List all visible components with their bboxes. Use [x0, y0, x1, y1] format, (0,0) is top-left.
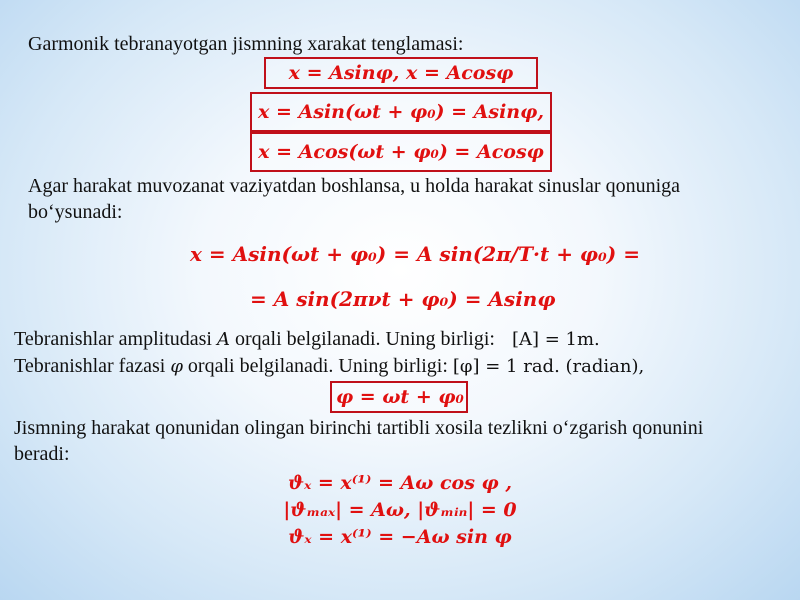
phase-line [14, 354, 644, 379]
paragraph-2-line-2: beradi: [14, 443, 70, 465]
paragraph-2-line-1: Jismning harakat qonunidan olingan birinchi tartibli xosila tezlikni o‘zgarish qonunini [14, 417, 704, 439]
amplitude-symbol: A [217, 329, 230, 350]
amplitude-unit: [A] = 1m. [511, 329, 600, 350]
phase-symbol: φ [170, 356, 183, 377]
equation-cos: x = Acos(ωt + φ₀) = Acosφ [250, 132, 552, 172]
equation-basic: x = Asinφ, x = Acosφ [264, 57, 538, 89]
amplitude-text: Tebranishlar amplitudasi [14, 328, 212, 350]
amplitude-line [14, 327, 600, 352]
amplitude-mid: orqali belgilanadi. Uning birligi: [235, 328, 495, 350]
equation-long-2: = A sin(2πνt + φ₀) = Asinφ [250, 287, 556, 311]
phase-mid: orqali belgilanadi. Uning birligi: [187, 355, 448, 377]
equation-velocity-3: ϑₓ = x⁽¹⁾ = −Aω sin φ [288, 526, 512, 548]
equation-long-1: x = Asin(ωt + φ₀) = A sin(2π/T·t + φ₀) = [190, 242, 640, 266]
paragraph-1-line-1: Agar harakat muvozanat vaziyatdan boshlansa, u holda harakat sinuslar qonuniga [28, 175, 681, 197]
paragraph-1-line-2: bo‘ysunadi: [28, 201, 123, 223]
equation-sin: x = Asin(ωt + φ₀) = Asinφ, [250, 92, 552, 132]
equation-velocity-1: ϑₓ = x⁽¹⁾ = Aω cos φ , [288, 472, 512, 494]
intro-text: Garmonik tebranayotgan jismning xarakat tenglamasi: [28, 33, 464, 55]
phase-text: Tebranishlar fazasi [14, 355, 166, 377]
equation-velocity-2: |ϑₘₐₓ| = Aω, |ϑₘᵢₙ| = 0 [283, 499, 517, 521]
equation-phase: φ = ωt + φ₀ [330, 381, 468, 413]
phase-unit: [φ] = 1 rad. (radian), [452, 356, 645, 377]
